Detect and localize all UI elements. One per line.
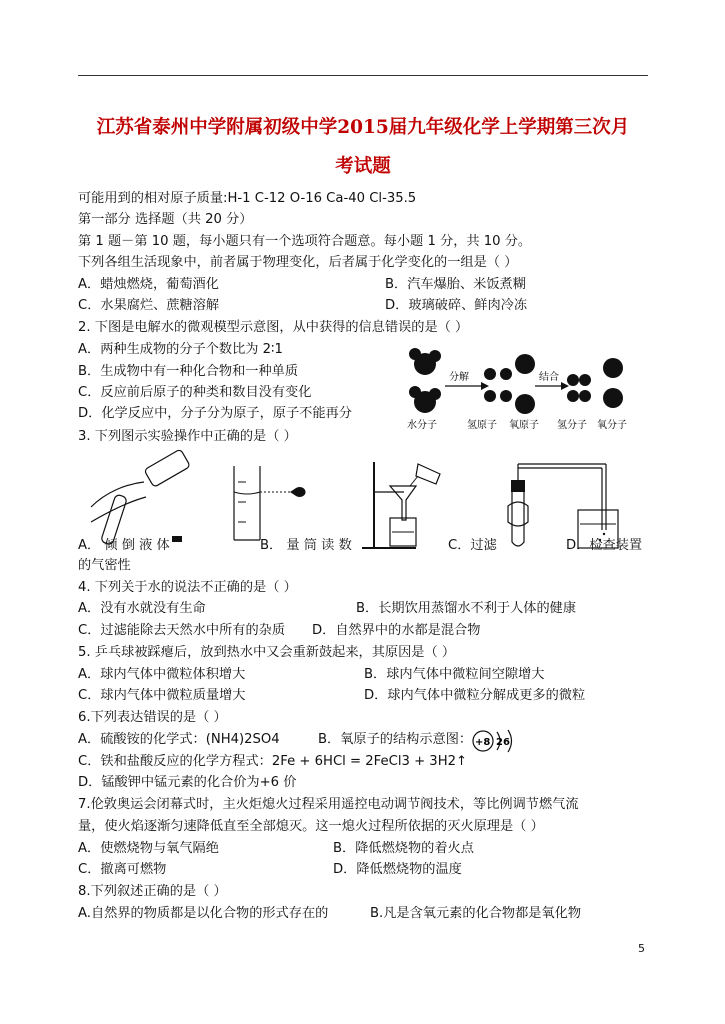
q8-option-b: B.凡是含氧元素的化合物都是氧化物 [370,906,582,921]
electron-shells: 26 [496,737,510,748]
q6-option-d: D．锰酸钾中锰元素的化合价为+6 价 [78,775,297,790]
oxygen-atom-structure [470,728,540,754]
q5-option-b: B．球内气体中微粒间空隙增大 [364,667,545,682]
page-number: 5 [638,942,645,955]
q2-option-b: B．生成物中有一种化合物和一种单质 [78,364,299,379]
q7-option-a: A．使燃烧物与氧气隔绝 [78,841,219,856]
q7-option-c: C．撤离可燃物 [78,862,167,877]
filtration-figure [360,460,460,552]
water-molecule-top [409,348,441,375]
hydrogen-atoms [484,368,512,402]
label-combine: 结合 [539,372,559,383]
q6-option-a: A．硫酸铵的化学式：(NH4)2SO4 [78,732,280,747]
q5-stem: 5. 乒乓球被踩瘪后，放到热水中又会重新鼓起来，其原因是（ ） [78,645,456,660]
cylinder-reading-figure [226,462,316,544]
q6-stem: 6.下列表达错误的是（ ） [78,710,227,725]
arrow-right-icon [481,382,489,390]
label-h-mol: 氢分子 [557,420,587,431]
header-rule [78,75,648,76]
oxygen-atoms [515,354,535,414]
part-heading: 第一部分 选择题（共 20 分） [78,212,253,227]
q7-stem-line2: 量，使火焰逐渐匀速降低直至全部熄灭。这一熄火过程所依据的灭火原理是（ ） [78,819,544,834]
oxygen-molecule [603,358,623,408]
q8-stem: 8.下列叙述正确的是（ ） [78,884,227,899]
arrow-right-icon-2 [561,382,569,390]
q5-option-a: A．球内气体中微粒体积增大 [78,667,246,682]
q2-option-a: A．两种生成物的分子个数比为 2∶1 [78,342,283,357]
label-h-atom: 氢原子 [467,420,497,431]
nucleus-charge: +8 [475,737,491,748]
q4-option-d: D．自然界中的水都是混合物 [312,623,481,638]
q7-option-d: D．降低燃烧物的温度 [333,862,462,877]
q2-option-d: D．化学反应中，分子分为原子，原子不能再分 [78,406,352,421]
q3-option-d-cont: 的气密性 [78,558,131,573]
q2-option-c: C．反应前后原子的种类和数目没有变化 [78,385,312,400]
doc-title-line1: 江苏省泰州中学附属初级中学2015届九年级化学上学期第三次月 [96,117,630,138]
q4-stem: 4. 下列关于水的说法不正确的是（ ） [78,580,297,595]
q3-option-d: D．检查装置 [566,538,643,553]
eye-icon [290,487,306,497]
q1-option-a: A．蜡烛燃烧，葡萄酒化 [78,277,219,292]
hydrogen-molecules [567,374,591,402]
q1-stem: 下列各组生活现象中，前者属于物理变化，后者属于化学变化的一组是（ ） [78,255,518,270]
doc-title-line2: 考试题 [335,156,391,177]
q6-option-b: B．氧原子的结构示意图： [318,732,473,747]
q8-option-a: A.自然界的物质都是以化合物的形式存在的 [78,906,329,921]
q3-stem: 3. 下列图示实验操作中正确的是（ ） [78,429,297,444]
q1-option-b: B．汽车爆胎、米饭煮糊 [385,277,526,292]
label-o-mol: 氧分子 [597,420,627,431]
label-o-atom: 氧原子 [509,420,539,431]
q3-option-c: C．过滤 [448,538,497,553]
pouring-liquid-figure [86,452,196,550]
label-water: 水分子 [407,420,437,431]
q5-option-c: C．球内气体中微粒质量增大 [78,688,246,703]
q3-option-b: B． 量 筒 读 数 [260,538,352,553]
q5-option-d: D．球内气体中微粒分解成更多的微粒 [364,688,586,703]
q1-option-c: C．水果腐烂、蔗糖溶解 [78,298,220,313]
label-decompose: 分解 [449,372,469,383]
q4-option-c: C．过滤能除去天然水中所有的杂质 [78,623,286,638]
q3-option-a: A． 倾 倒 液 体 [78,538,170,553]
q1-option-d: D．玻璃破碎、鲜肉冷冻 [385,298,528,313]
water-molecule-bottom [409,386,441,413]
q7-stem-line1: 7.伦敦奥运会闭幕式时，主火炬熄火过程采用遥控电动调节阀技术，等比例调节燃气流 [78,797,579,812]
atomic-masses: 可能用到的相对原子质量:H-1 C-12 O-16 Ca-40 Cl-35.5 [78,191,417,206]
instructions: 第 1 题－第 10 题，每小题只有一个选项符合题意。每小题 1 分，共 10 分。 [78,234,532,249]
q6-option-c: C．铁和盐酸反应的化学方程式：2Fe + 6HCl = 2FeCl3 + 3H2↑ [78,754,468,769]
q2-stem: 2. 下图是电解水的微观模型示意图，从中获得的信息错误的是（ ） [78,320,469,335]
q4-option-b: B．长期饮用蒸馏水不利于人体的健康 [356,601,577,616]
q7-option-b: B．降低燃烧物的着火点 [333,841,474,856]
q4-option-a: A．没有水就没有生命 [78,601,206,616]
electrolysis-diagram [405,348,635,434]
